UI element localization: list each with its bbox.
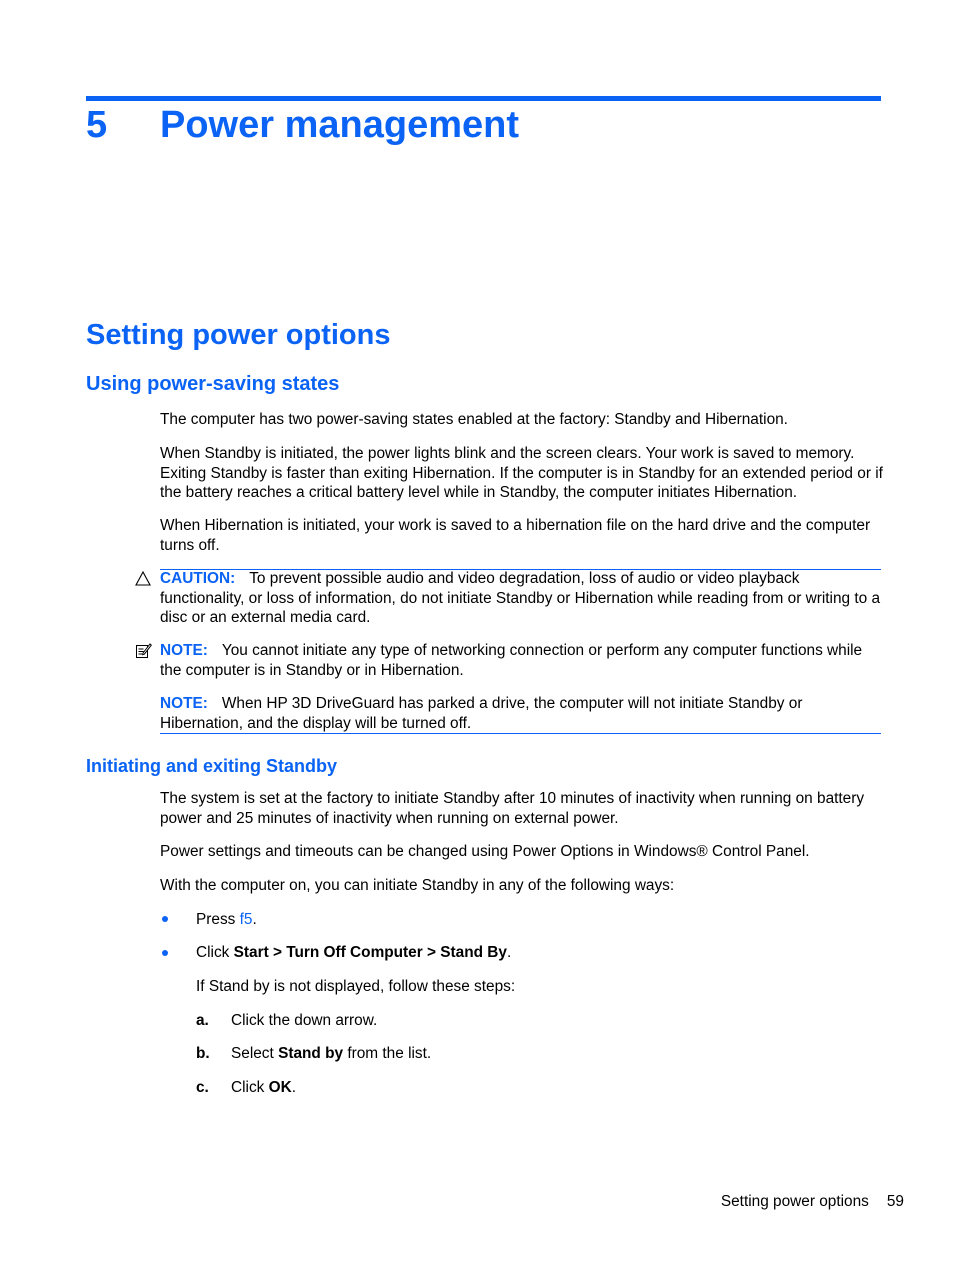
standby-heading: Initiating and exiting Standby [86, 756, 338, 776]
note-pencil-icon [135, 642, 152, 659]
f5-key-link[interactable]: f5 [239, 911, 253, 928]
chapter-title: Power management [160, 104, 519, 146]
paragraph-power-settings: Power settings and timeouts can be changed using Power Options in Windows® Control Panel. [160, 843, 810, 860]
paragraph-factory-standby: The system is set at the factory to initiate Standby after 10 minutes of inactivity when running on battery power and 25 minutes of inactivity when running on external power. [160, 790, 865, 827]
paragraph-ways: With the computer on, you can initiate Standby in any of the following ways: [160, 877, 675, 894]
note-text: When HP 3D DriveGuard has parked a drive, the computer will not initiate Standby or Hibernation, and the display will be turned off. [160, 695, 803, 732]
chapter-heading [86, 101, 519, 149]
paragraph-intro: The computer has two power-saving states enabled at the factory: Standby and Hibernation. [160, 411, 788, 428]
list-item-press-f5 [196, 910, 876, 930]
step-suffix: . [291, 1079, 296, 1096]
step-text: Click [231, 1079, 269, 1096]
page-footer [721, 1192, 904, 1212]
section-heading: Setting power options [86, 319, 391, 351]
page-number: 59 [886, 1193, 904, 1210]
step-suffix: from the list. [343, 1045, 432, 1062]
step-item [231, 1044, 431, 1064]
chapter-number: 5 [86, 104, 108, 146]
list-item-text: Click [196, 944, 234, 961]
menu-path: Start > Turn Off Computer > Stand By [233, 944, 507, 961]
notice-bottom-rule [160, 733, 881, 734]
footer-section-title: Setting power options [720, 1193, 869, 1210]
step-text: Select [231, 1045, 279, 1062]
paragraph-hibernation: When Hibernation is initiated, your work is saved to a hibernation file on the hard drive and the computer turns off. [160, 517, 871, 554]
step-bold: Stand by [278, 1045, 344, 1062]
note-networking [160, 641, 884, 680]
bullet-icon [162, 950, 168, 956]
step-letter: b. [196, 1045, 210, 1062]
step-letter: c. [196, 1079, 209, 1096]
step-letter: a. [196, 1012, 209, 1029]
paragraph-standby: When Standby is initiated, the power lights blink and the screen clears. Your work is saved to memory. Exiting Standby is faster than exiting Hibernation. If the computer is in Standby for an extended period or if the battery reaches a critical battery level while in Standby, the computer initiates Hibernation. [160, 445, 883, 502]
step-item [231, 1011, 377, 1031]
note-text: You cannot initiate any type of networking connection or perform any computer functions while the computer is in Standby or in Hibernation. [160, 642, 863, 679]
note-label: NOTE: [160, 642, 208, 659]
step-bold: OK [268, 1079, 292, 1096]
caution-notice [160, 569, 884, 628]
caution-label: CAUTION: [160, 570, 236, 587]
list-item-punct: . [252, 911, 257, 928]
step-text: Click the down arrow. [231, 1012, 378, 1029]
list-item-text: Press [196, 911, 240, 928]
caution-triangle-icon [135, 571, 151, 586]
list-item-punct: . [506, 944, 512, 961]
note-driveguard [160, 694, 884, 733]
list-item-click-start [196, 943, 876, 963]
bullet-icon [162, 916, 168, 922]
note-label: NOTE: [160, 695, 208, 712]
subsection-heading: Using power-saving states [86, 373, 340, 395]
step-item [231, 1078, 296, 1098]
caution-text: To prevent possible audio and video degradation, loss of audio or video playback functionality, or loss of information, do not initiate Standby or Hibernation while reading from or writing to a disc or an external media card. [160, 570, 881, 627]
followup-text: If Stand by is not displayed, follow these steps: [196, 978, 516, 995]
